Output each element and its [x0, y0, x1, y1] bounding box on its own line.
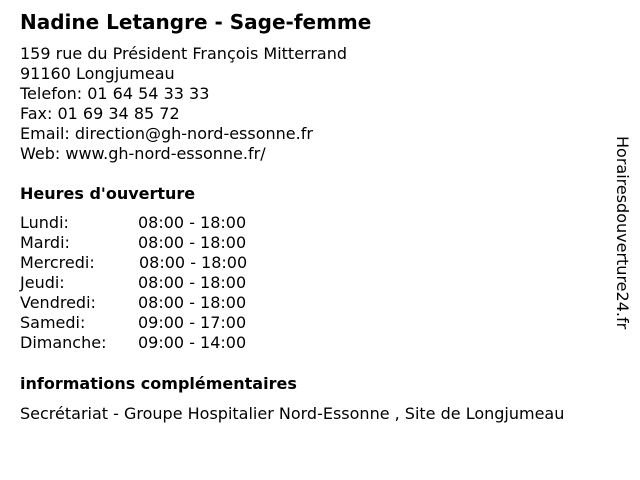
hours-row-sunday: [20, 333, 280, 353]
email-address: Email: direction@gh-nord-essonne.fr: [20, 124, 313, 143]
hours-row-thursday: [20, 273, 280, 293]
time-range: 09:00 - 14:00: [138, 333, 247, 352]
address-city: 91160 Longjumeau: [20, 64, 175, 83]
contact-block: [20, 44, 347, 164]
additional-info-heading: informations complémentaires: [20, 374, 297, 393]
website-link: Web: www.gh-nord-essonne.fr/: [20, 144, 266, 163]
hours-row-saturday: [20, 313, 280, 333]
fax-number: Fax: 01 69 34 85 72: [20, 104, 180, 123]
hours-row-tuesday: [20, 233, 280, 253]
time-range: 08:00 - 18:00: [138, 293, 247, 312]
additional-info-text: Secrétariat - Groupe Hospitalier Nord-Essonne , Site de Longjumeau: [20, 404, 565, 423]
day-label: Mardi:: [20, 233, 70, 252]
time-range: 08:00 - 18:00: [138, 273, 247, 292]
opening-hours-list: [20, 213, 280, 353]
time-range: 08:00 - 18:00: [139, 253, 248, 272]
day-label: Dimanche:: [20, 333, 107, 352]
hours-row-wednesday: [20, 253, 280, 273]
hours-row-monday: [20, 213, 280, 233]
day-label: Mercredi:: [20, 253, 95, 272]
day-label: Vendredi:: [20, 293, 96, 312]
phone-number: Telefon: 01 64 54 33 33: [20, 84, 210, 103]
site-watermark-link[interactable]: Horairesdouverture24.fr: [613, 136, 632, 330]
time-range: 08:00 - 18:00: [138, 213, 247, 232]
opening-hours-heading: Heures d'ouverture: [20, 184, 196, 203]
address-street: 159 rue du Président François Mitterrand: [20, 44, 348, 63]
hours-row-friday: [20, 293, 280, 313]
page-title: Nadine Letangre - Sage-femme: [20, 10, 372, 34]
day-label: Jeudi:: [20, 273, 65, 292]
time-range: 08:00 - 18:00: [138, 233, 247, 252]
day-label: Samedi:: [20, 313, 86, 332]
day-label: Lundi:: [20, 213, 69, 232]
time-range: 09:00 - 17:00: [138, 313, 247, 332]
